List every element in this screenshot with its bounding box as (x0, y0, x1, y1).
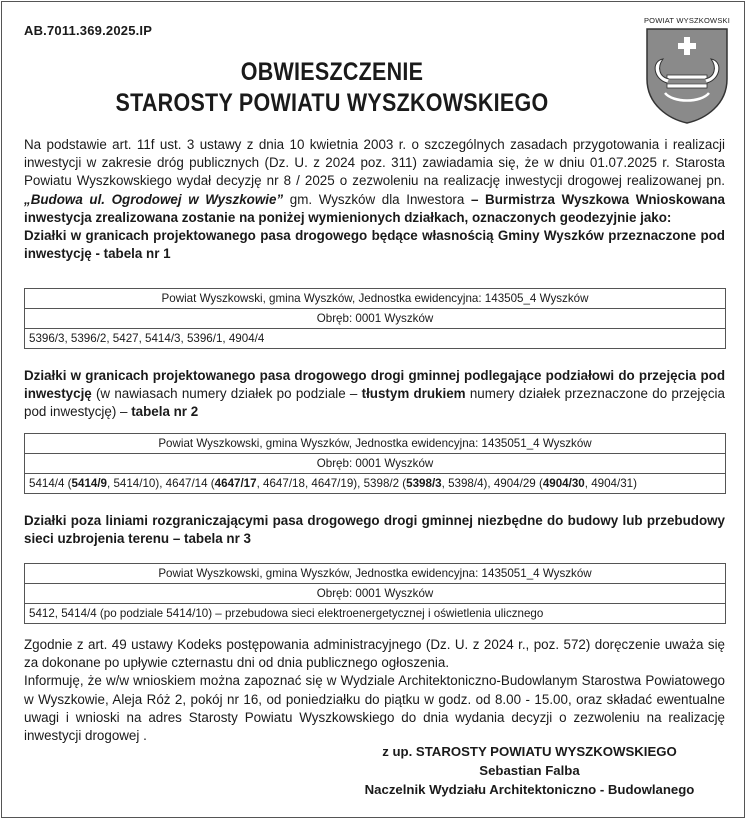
parcel-bold: 5398/3 (406, 476, 442, 490)
notice-title: OBWIESZCZENIE (240, 58, 424, 86)
table3-unit: Powiat Wyszkowski, gmina Wyszków, Jednostka ewidencyjna: 1435051_4 Wyszków (25, 564, 726, 584)
table3-precinct: Obręb: 0001 Wyszków (25, 584, 726, 604)
intro-text-legal-basis: Na podstawie art. 11f ust. 3 ustawy z dnia 10 kwietnia 2003 r. o szczególnych zasadach przygotowania i realizacji inwestycji w zakresie dróg publicznych (Dz. U. z 2024 poz. 311) zawiadamia się, że w dniu 01.07.2025 r. Starosta Powiatu Wyszkowskiego wydał decyzję nr 8 / 2025 o zezwoleniu na realizację inwestycji drogowej realizowanej pn. (24, 137, 725, 189)
parcel-bold: 4647/17 (214, 476, 257, 490)
table2-unit: Powiat Wyszkowski, gmina Wyszków, Jednostka ewidencyjna: 1435051_4 Wyszków (25, 434, 726, 454)
notice-subtitle: STAROSTY POWIATU WYSZKOWSKIEGO (115, 89, 549, 117)
intro-text-investor: gm. Wyszków dla Inwestora (283, 191, 471, 207)
parcel-text: , 5414/10), 4647/14 ( (107, 476, 215, 490)
intro-paragraph (24, 136, 725, 263)
table-2 (24, 433, 726, 494)
table1-precinct: Obręb: 0001 Wyszków (25, 309, 726, 329)
parcel-text: , 4647/18, 4647/19), 5398/2 ( (256, 476, 407, 490)
table1-heading: Działki w granicach projektowanego pasa drogowego będące własnością Gminy Wyszków przeznaczone pod inwestycję - tabela nr 1 (24, 228, 725, 262)
table2-precinct: Obręb: 0001 Wyszków (25, 454, 726, 474)
parcel-text: , 4904/31) (584, 476, 637, 490)
section2-heading: Działki w granicach projektowanego pasa drogowego drogi gminnej podlegające podziałowi do przejęcia pod inwestycję (24, 368, 725, 402)
parcel-bold: 5414/9 (71, 476, 108, 490)
investment-name: „Budowa ul. Ogrodowej w Wyszkowie” (24, 191, 284, 207)
signature-authority: z up. STAROSTY POWIATU WYSZKOWSKIEGO (382, 744, 677, 759)
crest-caption: POWIAT WYSZKOWSKI (643, 16, 731, 25)
section2-paragraph (24, 367, 725, 422)
county-crest (639, 16, 735, 128)
section2-text-a: (w nawiasach numery działek po podziale – (91, 386, 362, 402)
section2-bold-note: tłustym drukiem (361, 386, 466, 402)
table1-parcels: 5396/3, 5396/2, 5427, 5414/3, 5396/1, 4904/4 (25, 329, 726, 349)
table1-unit: Powiat Wyszkowski, gmina Wyszków, Jednostka ewidencyjna: 143505_4 Wyszków (25, 289, 726, 309)
coat-of-arms-icon (645, 27, 729, 125)
information-note: Informuję, że w/w wnioskiem można zapoznać się w Wydziale Architektoniczno-Budowlanym Starostwa Powiatowego w Wyszkowie, Aleja Róż 2, pokój nr 16, od poniedziałku do piątku w godz. od 8.00 - 15.00, oraz składać ewentualne uwagi i wnioski na adres Starosty Powiatu Wyszkowskiego do dnia wydania decyzji o zezwoleniu na realizację inwestycji drogowej . (24, 673, 725, 744)
section2-text-b: numery działek przeznaczone do przejęcia pod inwestycję) – (24, 386, 725, 420)
parcel-text: 5414/4 ( (29, 476, 72, 490)
parcel-text: , 5398/4), 4904/29 ( (441, 476, 543, 490)
investor-name: – Burmistrza Wyszkowa Wnioskowana inwestycja zrealizowana zostanie na poniżej wymienionych działkach, oznaczonych geodezyjnie jako: (24, 191, 725, 225)
closing-paragraph (24, 636, 725, 745)
delivery-note: Zgodnie z art. 49 ustawy Kodeks postępowania administracyjnego (Dz. U. z 2024 r., poz. 572) doręczenie uważa się za dokonane po upływie czternastu dni od dnia publicznego ogłoszenia. (24, 637, 725, 671)
signature-name: Sebastian Falba (479, 763, 580, 778)
parcel-bold: 4904/30 (542, 476, 585, 490)
table-1 (24, 288, 726, 349)
table3-heading: Działki poza liniami rozgraniczającymi pasa drogowego drogi gminnej niezbędne do budowy lub przebudowy sieci uzbrojenia terenu – tabela nr 3 (24, 513, 725, 547)
table-3 (24, 563, 726, 624)
reference-number: AB.7011.369.2025.IP (24, 23, 153, 38)
signature-position: Naczelnik Wydziału Architektoniczno - Budowlanego (364, 782, 695, 797)
notice-page (1, 1, 745, 818)
table2-parcels (25, 474, 726, 494)
table3-parcels: 5412, 5414/4 (po podziale 5414/10) – przebudowa sieci elektroenergetycznej i oświetlenia ulicznego (25, 604, 726, 624)
table2-label: tabela nr 2 (131, 404, 199, 420)
